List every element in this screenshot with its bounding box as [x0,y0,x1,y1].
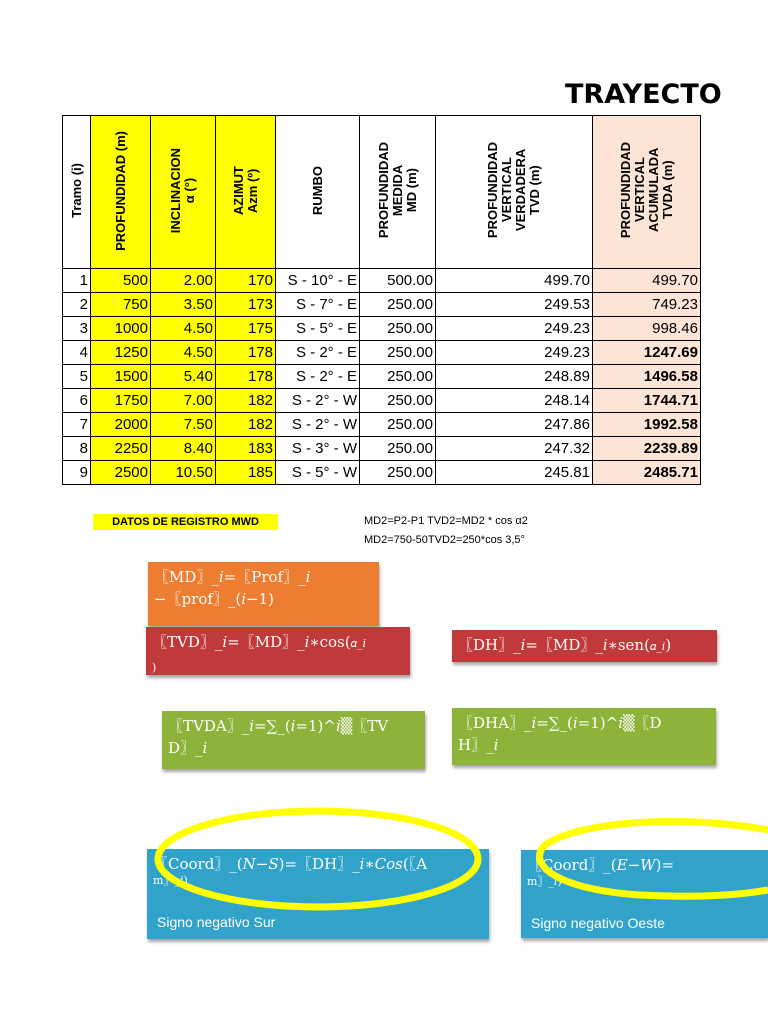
table-cell: S - 5° - W [276,461,360,485]
dha-formula-line-1: 〖DHA〗_𝑖=∑_(𝑖=1)^𝑖▒〖D [458,714,662,732]
table-cell: 998.46 [593,317,701,341]
table-cell: S - 2° - W [276,413,360,437]
column-header-label: INCLINACION α (°) [168,147,197,234]
table-cell: 178 [216,341,276,365]
table-cell: S - 10° - E [276,269,360,293]
table-row [63,317,701,341]
table-cell: S - 7° - E [276,293,360,317]
tvda-formula-box [162,711,425,769]
column-header-label: PROFUNDIDAD VERTICAL VERDADERA TVD (m) [485,142,542,239]
table-cell: 170 [216,269,276,293]
table-cell: 250.00 [360,389,436,413]
mwd-label: DATOS DE REGISTRO MWD [93,514,278,530]
coord-ns-formula-box [147,849,489,939]
coord-ew-formula-box [521,850,768,938]
coord-ns-formula-line-2: m〗_𝑖) [153,874,188,887]
table-cell: 3 [63,317,91,341]
table-cell: 1496.58 [593,365,701,389]
coord-ew-formula-line-1: 〖Coord〗_(𝐸−𝑊)= [527,856,675,874]
table-cell: 249.23 [436,317,593,341]
dh-formula-close: ) [665,636,672,654]
column-header-label: Tramo (i) [68,163,84,218]
table-cell: 749.23 [593,293,701,317]
table-cell: 9 [63,461,91,485]
table-cell: 1500 [91,365,151,389]
md-formula-box [148,562,379,626]
table-row [63,269,701,293]
sign-south-note: Signo negativo Sur [157,914,276,930]
table-cell: 500 [91,269,151,293]
trajectory-table [62,115,701,485]
table-cell: 250.00 [360,293,436,317]
table-cell: 178 [216,365,276,389]
tvd-formula: 〖TVD〗_𝑖=〖MD〗_𝑖∗cos( [152,633,351,651]
table-cell: 1744.71 [593,389,701,413]
table-row [63,365,701,389]
table-row [63,293,701,317]
table-cell: 1 [63,269,91,293]
tvda-formula-line-2: D〗_𝑖 [168,739,208,757]
table-cell: S - 2° - E [276,341,360,365]
md-formula-line-1: 〖MD〗_𝑖=〖Prof〗_𝑖 [154,568,311,586]
column-header-7 [593,116,701,269]
table-cell: 250.00 [360,413,436,437]
tvda-formula-line-1: 〖TVDA〗_𝑖=∑_(𝑖=1)^𝑖▒〖TV [168,717,389,735]
table-body [63,269,701,485]
table-cell: 7.50 [151,413,216,437]
table-cell: 183 [216,437,276,461]
table-cell: 2.00 [151,269,216,293]
coord-ew-formula-line-2: m〗_𝑖) [527,875,562,888]
coord-ns-formula-line-1: 〖Coord〗_(𝑁−𝑆)=〖DH〗_𝑖∗𝐶𝑜𝑠(〖A [153,855,428,873]
page-title: TRAYECTO [565,79,722,110]
table-cell: 250.00 [360,341,436,365]
column-header-label: PROFUNDIDAD VERTICAL ACUMULADA TVDA (m) [617,142,675,239]
table-row [63,437,701,461]
dh-formula-angle: 𝛼_𝑖 [649,640,666,653]
tvd-formula-angle: 𝛼_𝑖 [350,637,366,650]
table-cell: 1750 [91,389,151,413]
table-cell: 2500 [91,461,151,485]
table-cell: 182 [216,413,276,437]
table-cell: 8 [63,437,91,461]
table-cell: 250.00 [360,317,436,341]
column-header-4 [276,116,360,269]
note-line-1: MD2=P2-P1 TVD2=MD2 * cos α2 [364,515,528,527]
table-cell: 2000 [91,413,151,437]
table-row [63,341,701,365]
table-cell: 173 [216,293,276,317]
column-header-label: AZIMUT Azm (º) [230,165,260,216]
column-header-label: PROFUNDIDAD (m) [112,130,128,251]
table-row [63,389,701,413]
table-cell: 499.70 [593,269,701,293]
column-header-1 [91,116,151,269]
table-cell: 4 [63,341,91,365]
table-cell: 3.50 [151,293,216,317]
table-cell: S - 3° - W [276,437,360,461]
table-cell: 249.53 [436,293,593,317]
table-cell: 1992.58 [593,413,701,437]
table-cell: 750 [91,293,151,317]
table-cell: 500.00 [360,269,436,293]
table-cell: 4.50 [151,341,216,365]
dh-formula-box [452,630,717,662]
table-cell: 248.89 [436,365,593,389]
table-cell: 249.23 [436,341,593,365]
table-cell: 2 [63,293,91,317]
table-cell: 4.50 [151,317,216,341]
table-cell: 7.00 [151,389,216,413]
dha-formula-box [452,708,716,765]
table-cell: 5.40 [151,365,216,389]
table-cell: 2250 [91,437,151,461]
table-cell: S - 2° - W [276,389,360,413]
sign-west-note: Signo negativo Oeste [531,915,665,931]
table-cell: 247.86 [436,413,593,437]
table-cell: 6 [63,389,91,413]
table-cell: 1000 [91,317,151,341]
column-header-label: RUMBO [309,165,325,216]
dha-formula-line-2: H〗_𝑖 [458,736,499,754]
table-cell: 182 [216,389,276,413]
column-header-0 [63,116,91,269]
table-cell: 5 [63,365,91,389]
table-row [63,413,701,437]
table-cell: 250.00 [360,437,436,461]
dh-formula: 〖DH〗_𝑖=〖MD〗_𝑖∗sen( [458,636,650,654]
table-cell: S - 2° - E [276,365,360,389]
column-header-label: PROFUNDIDAD MEDIDA MD (m) [375,142,419,239]
table-cell: 7 [63,413,91,437]
column-header-3 [216,116,276,269]
table-cell: S - 5° - E [276,317,360,341]
table-cell: 1250 [91,341,151,365]
table-cell: 247.32 [436,437,593,461]
table-cell: 2239.89 [593,437,701,461]
table-header-row [63,116,701,269]
table-cell: 250.00 [360,365,436,389]
table-cell: 8.40 [151,437,216,461]
column-header-2 [151,116,216,269]
note-line-2: MD2=750-50TVD2=250*cos 3,5° [364,534,525,546]
tvd-formula-box [146,627,410,675]
table-cell: 2485.71 [593,461,701,485]
table-cell: 248.14 [436,389,593,413]
column-header-5 [360,116,436,269]
table-cell: 185 [216,461,276,485]
table-cell: 175 [216,317,276,341]
md-formula-line-2: −〖prof〗_(𝑖−1) [154,590,275,608]
table-cell: 499.70 [436,269,593,293]
table-cell: 1247.69 [593,341,701,365]
table-cell: 245.81 [436,461,593,485]
tvd-formula-close: ) [152,661,157,674]
table-row [63,461,701,485]
table-cell: 10.50 [151,461,216,485]
table-cell: 250.00 [360,461,436,485]
column-header-6 [436,116,593,269]
